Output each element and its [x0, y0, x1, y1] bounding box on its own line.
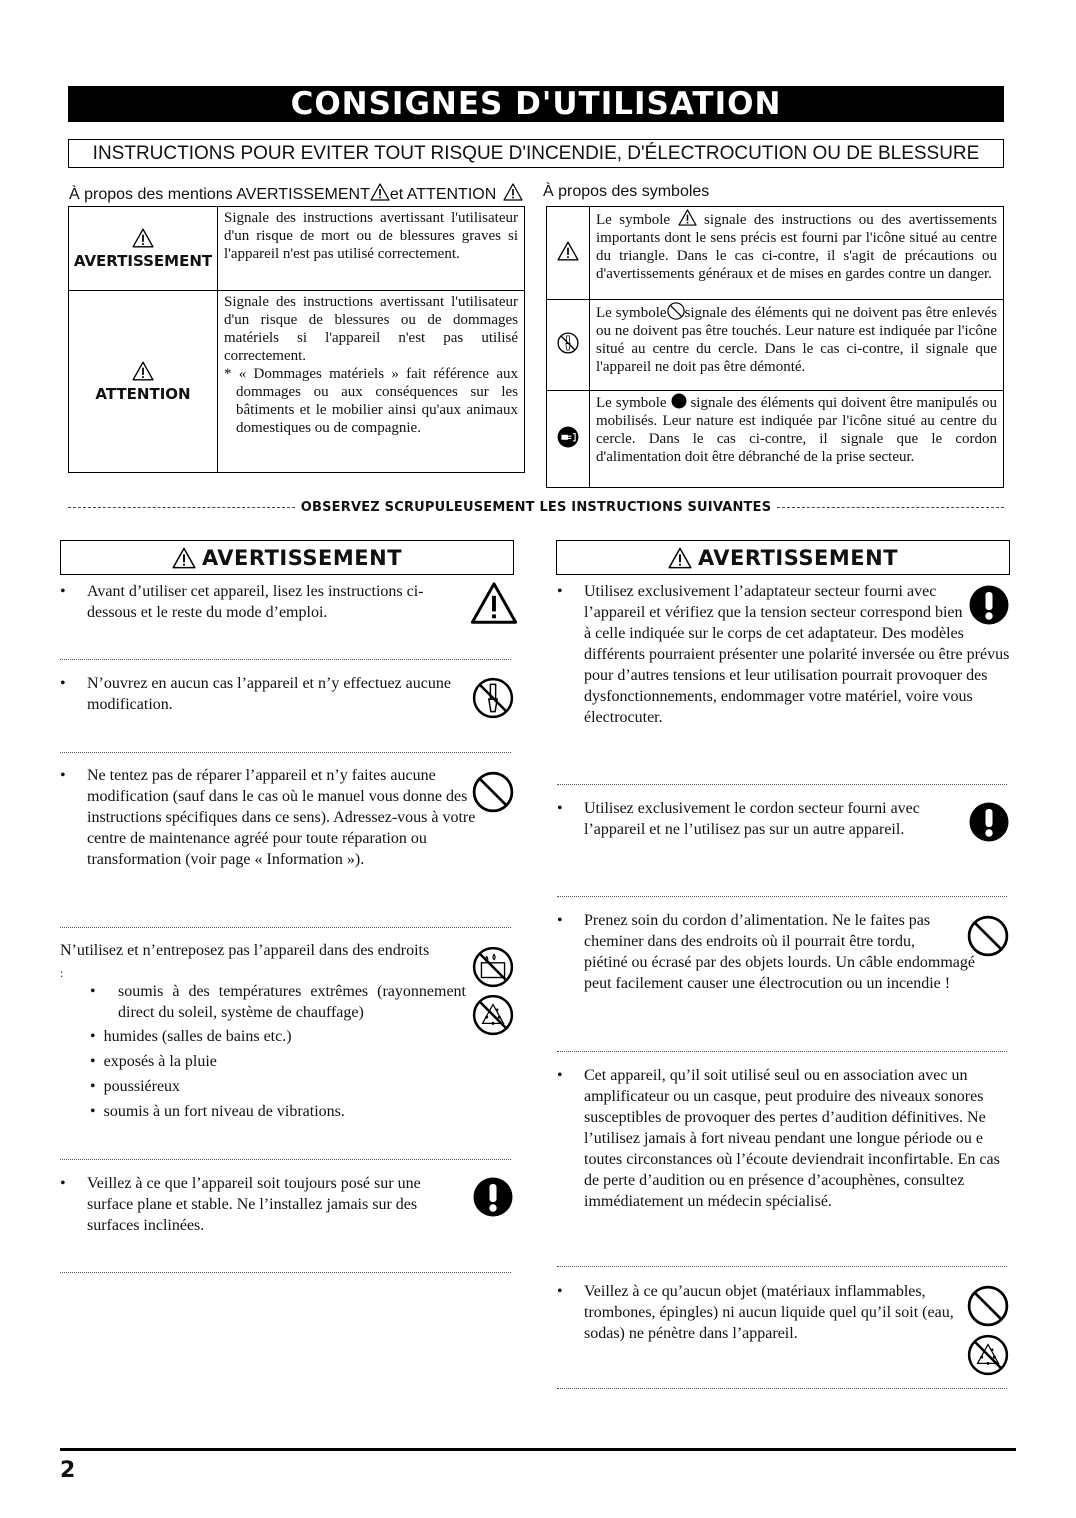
place-text: humides (salles de bains etc.): [103, 1028, 292, 1045]
no-water-icon: [472, 946, 514, 988]
no-disassemble-icon: [557, 332, 579, 354]
dotted-separator: [60, 1159, 511, 1160]
page-number: 2: [60, 1458, 76, 1483]
bullet: •: [557, 800, 563, 817]
left-item-5: [60, 1173, 515, 1243]
dotted-separator: [557, 1266, 1007, 1267]
mentions-label-attention: ATTENTION: [95, 384, 191, 403]
place-text: poussiéreux: [103, 1078, 181, 1095]
prohibition-icon: [667, 302, 685, 320]
dotted-separator: [557, 1388, 1007, 1389]
symbol-cell: [547, 300, 590, 391]
no-disassemble-icon: [472, 677, 514, 719]
right-item-1: [557, 581, 1013, 751]
symbol-desc-text: signale des éléments qui ne doivent pas être enlevés ou ne doivent pas être touchés. Leur nature est indiquée par l'icône situé au centre du cercle. Dans le cas ci-contre, il signale que l'appareil ne doit pas être démonté.: [596, 305, 997, 375]
warning-triangle-icon: [503, 183, 523, 201]
filled-circle-icon: [671, 393, 687, 409]
warning-triangle-icon: [678, 209, 697, 226]
bullet: •: [90, 1103, 96, 1120]
bullet: •: [90, 983, 96, 1000]
place-text: soumis à des températures extrêmes (rayonnement direct du soleil, système de chauffage): [118, 983, 466, 1021]
left-item-3: [60, 765, 515, 895]
item-text: Veillez à ce qu’aucun objet (matériaux inflammables, trombones, épingles) ni aucun liquide quel qu’il soit (eau, sodas) ne pénètre dans l’appareil.: [584, 1283, 954, 1342]
place-text: exposés à la pluie: [103, 1053, 217, 1070]
list-item: [90, 1026, 470, 1051]
bullet: •: [557, 912, 563, 929]
mentions-desc-cell: [218, 291, 525, 473]
exclamation-icon: [969, 585, 1009, 625]
prohibition-icon: [967, 1285, 1009, 1327]
right-heading-text: AVERTISSEMENT: [697, 545, 899, 570]
list-item: [90, 1051, 470, 1076]
dashed-line: [68, 507, 295, 508]
warning-triangle-icon: [668, 547, 692, 569]
item-text: Veillez à ce que l’appareil soit toujours posé sur une surface plane et stable. Ne l’installez jamais sur des surfaces inclinées.: [87, 1175, 421, 1234]
bullet: •: [557, 1067, 563, 1084]
dotted-separator: [60, 752, 511, 753]
item-text: [584, 581, 1012, 728]
dotted-separator: [557, 1051, 1007, 1052]
symbols-caption: À propos des symboles: [543, 183, 710, 200]
symbol-cell: [547, 391, 590, 488]
dashed-line: [777, 507, 1004, 508]
no-water-icon: [967, 1334, 1009, 1376]
item-text: N’utilisez et n’entreposez pas l’appareil dans des endroits: [60, 942, 430, 959]
item-text: Utilisez exclusivement le cordon secteur fourni avec l’appareil et ne l’utilisez pas sur un autre appareil.: [584, 800, 920, 838]
mentions-table: [68, 206, 525, 473]
mentions-desc: Signale des instructions avertissant l'utilisateur d'un risque de blessures ou de dommages matériels si l'appareil n'est pas utilisé correctement.: [224, 294, 518, 364]
right-item-3: [557, 910, 1013, 1020]
footer-rule: [60, 1448, 1016, 1451]
warning-triangle-icon: [470, 581, 518, 625]
item-text: [584, 910, 984, 994]
symbol-desc: [590, 300, 1004, 391]
dotted-separator: [557, 784, 1007, 785]
item-text: N’ouvrez en aucun cas l’appareil et n’y effectuez aucune modification.: [87, 675, 451, 713]
warning-triangle-icon: [370, 183, 390, 201]
item-text-content: Prenez soin du cordon d’alimentation. Ne le faites pas cheminer dans des endroits où il pourrait être tordu, piétiné ou écrasé par des objets lourds. Un câble endommagé peut facilement causer une électrocution ou un incendie !: [584, 912, 975, 992]
right-item-5: [557, 1281, 1013, 1381]
list-item: [90, 1101, 470, 1126]
symbol-desc: [590, 391, 1004, 488]
bullet: •: [60, 767, 66, 784]
bullet: •: [90, 1053, 96, 1070]
observe-divider: [68, 497, 1004, 517]
bullet: •: [557, 583, 563, 600]
symbol-desc: [590, 207, 1004, 300]
page-subtitle: INSTRUCTIONS POUR EVITER TOUT RISQUE D'INCENDIE, D'ÉLECTROCUTION OU DE BLESSURE: [68, 139, 1004, 168]
bullet: •: [60, 675, 66, 692]
bullet: •: [557, 1283, 563, 1300]
mentions-note: * « Dommages matériels » fait référence aux dommages ou aux conséquences sur les bâtiments et le mobilier ainsi qu'aux animaux domestiques ou de compagnie.: [224, 366, 518, 436]
mentions-caption: [69, 183, 523, 204]
places-list: [90, 1026, 470, 1126]
warning-triangle-icon: [172, 547, 196, 569]
bullet: •: [90, 1078, 96, 1095]
symbol-desc-lead: Le symbole: [596, 395, 667, 411]
dotted-separator: [557, 896, 1007, 897]
mentions-label-cell: [69, 291, 218, 473]
left-heading-text: AVERTISSEMENT: [201, 545, 403, 570]
item-intro: [60, 940, 430, 984]
item-colon: :: [60, 966, 64, 980]
page-title: CONSIGNES D'UTILISATION: [68, 86, 1004, 122]
right-item-2: [557, 798, 1013, 868]
right-item-4: [557, 1065, 1013, 1235]
exclamation-icon: [473, 1177, 513, 1217]
symbols-table: [546, 206, 1004, 488]
left-item-4: [60, 940, 515, 1130]
list-item: [90, 1076, 470, 1101]
left-warning-heading: [60, 540, 514, 575]
symbol-desc-lead: Le symbole: [596, 212, 671, 228]
places-first: [90, 981, 466, 1023]
symbol-desc-text: signale des instructions ou des avertissements importants dont le sens précis est fourni par l'icône situé au centre du triangle. Dans le cas ci-contre, il s'agit de précautions ou d'avertissements généraux et de mises en gardes contre un danger.: [596, 212, 998, 282]
mentions-caption-a: À propos des mentions AVERTISSEMENT: [69, 186, 370, 203]
unplug-icon: [557, 426, 579, 448]
item-text-content: Ne tentez pas de réparer l’appareil et n’y faites aucune modification (sauf dans le cas où le manuel vous donne des instructions spécifiques dans ce sens). Adressez-vous à votre centre de maintenance agréé pour toute réparation ou transformation (voir page « Information »).: [87, 767, 476, 868]
warning-triangle-icon: [557, 241, 579, 261]
bullet: •: [90, 1028, 96, 1045]
mentions-caption-b: et ATTENTION: [389, 186, 497, 203]
prohibition-icon: [967, 915, 1009, 957]
right-warning-heading: [556, 540, 1010, 575]
symbol-cell: [547, 207, 590, 300]
prohibition-icon: [472, 771, 514, 813]
observe-text: OBSERVEZ SCRUPULEUSEMENT LES INSTRUCTIONS SUIVANTES: [300, 499, 772, 515]
place-text: soumis à un fort niveau de vibrations.: [103, 1103, 345, 1120]
mentions-label-cell: [69, 207, 218, 291]
left-item-1: [60, 581, 515, 651]
warning-triangle-icon: [132, 228, 154, 248]
dotted-separator: [60, 659, 511, 660]
warning-triangle-icon: [132, 361, 154, 381]
bullet: •: [60, 583, 66, 600]
item-text: Cet appareil, qu’il soit utilisé seul ou en association avec un amplificateur ou un casque, peut produire des niveaux sonores susceptibles de provoquer des pertes d’audition définitives. Ne l’utilisez jamais à fort niveau pendant une longue période ou e toutes circonstances où l’écoute deviendrait inconfirtable. En cas de perte d’audition ou en présence d’acouphènes, consultez immédiatement un médecin spécialisé.: [584, 1067, 1000, 1210]
symbol-desc-text: signale des éléments qui doivent être manipulés ou mobilisés. Leur nature est indiquée par l'icône situé au centre du cercle. Dans le cas ci-contre, il signale que le cordon d'alimentation doit être débranché de la prise secteur.: [596, 395, 998, 465]
mentions-desc: Signale des instructions avertissant l'utilisateur d'un risque de mort ou de blessures graves si l'appareil n'est pas utilisé correctement.: [218, 207, 525, 291]
bullet: •: [60, 1175, 66, 1192]
exclamation-icon: [969, 802, 1009, 842]
no-heat-icon: [472, 994, 514, 1036]
item-text-content: Utilisez exclusivement l’adaptateur secteur fourni avec l’appareil et vérifiez que la tension secteur correspond bien à celle indiquée sur le corps de cet adaptateur. Des modèles différents pourraient présenter une polarité inversée ou être prévus pour d’autres tensions et leur utilisation pourrait provoquer des dysfonctionnements, endommager votre matériel, voire vous électrocuter.: [584, 583, 1010, 726]
symbol-desc-lead: Le symbole: [596, 305, 667, 321]
mentions-label-avertissement: AVERTISSEMENT: [73, 251, 213, 270]
dotted-separator: [60, 927, 511, 928]
dotted-separator: [60, 1272, 511, 1273]
item-text: [87, 765, 513, 870]
left-item-2: [60, 673, 515, 723]
item-text: Avant d’utiliser cet appareil, lisez les instructions ci-dessous et le reste du mode d’emploi.: [87, 583, 424, 621]
